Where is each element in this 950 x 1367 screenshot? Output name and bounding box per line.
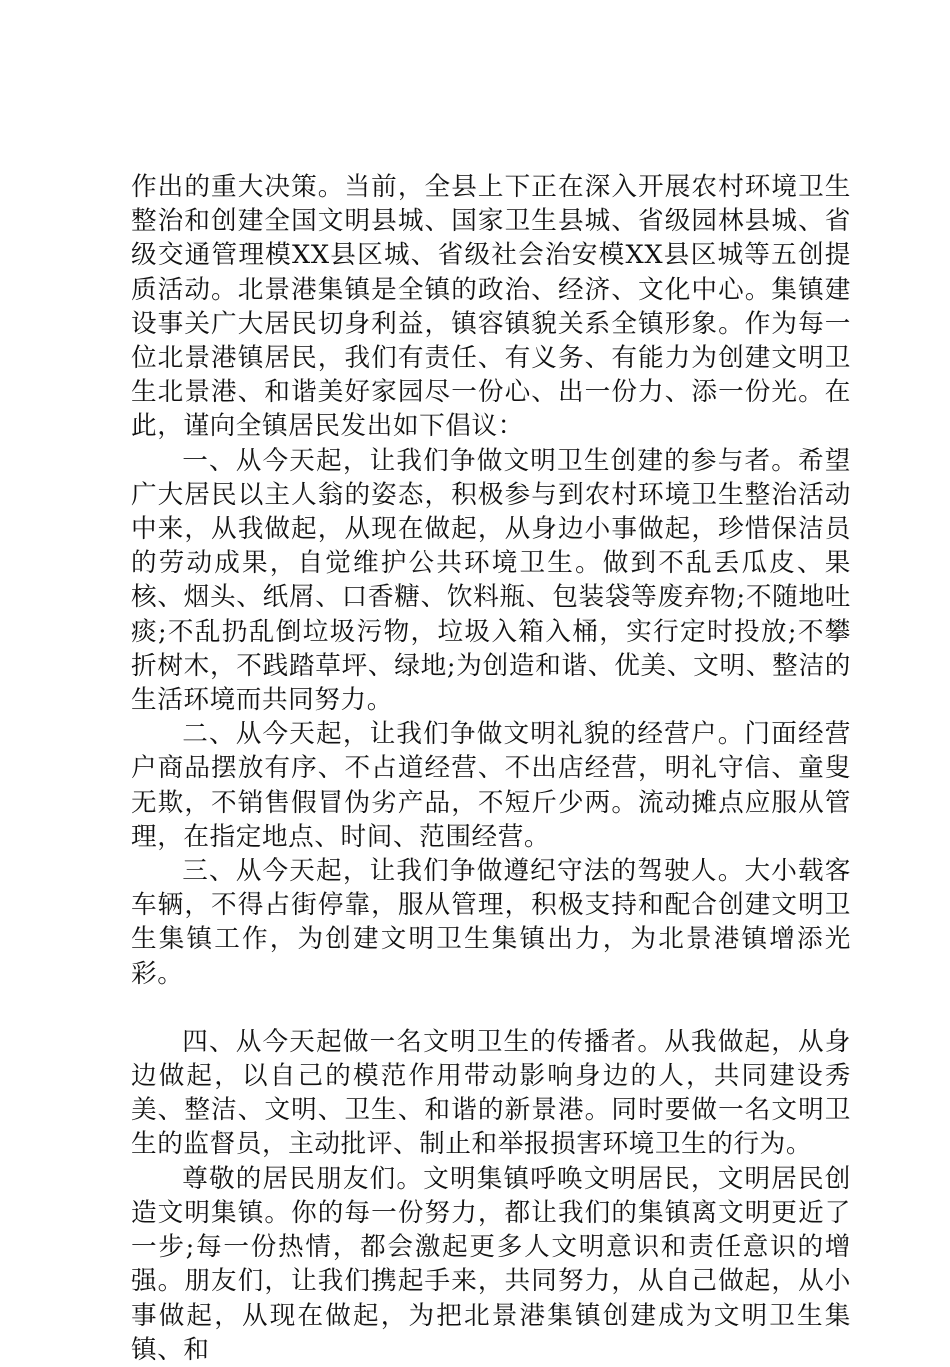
paragraph-proposal-1: 一、从今天起，让我们争做文明卫生创建的参与者。希望广大居民以主人翁的姿态，积极参与到农村环境卫生整治活动中来，从我做起，从现在做起，从身边小事做起，珍惜保洁员的劳动成果，自觉维护公共环境卫生。做到不乱丢瓜皮、果核、烟头、纸屑、口香糖、饮料瓶、包装袋等废弃物;不随地吐痰;不乱扔乱倒垃圾污物，垃圾入箱入桶，实行定时投放;不攀折树木，不践踏草坪、绿地;为创造和谐、优美、文明、整洁的生活环境而共同努力。 xyxy=(131,445,851,716)
paragraph-proposal-4: 四、从今天起做一名文明卫生的传播者。从我做起，从身边做起，以自己的模范作用带动影响身边的人，共同建设秀美、整洁、文明、卫生、和谐的新景港。同时要做一名文明卫生的监督员，主动批评、制止和举报损害环境卫生的行为。 xyxy=(131,1026,851,1160)
paragraph-intro: 作出的重大决策。当前，全县上下正在深入开展农村环境卫生整治和创建全国文明县城、国家卫生县城、省级园林县城、省级交通管理模XX县区城、省级社会治安模XX县区城等五创提质活动。北景港集镇是全镇的政治、经济、文化中心。集镇建设事关广大居民切身利益，镇容镇貌关系全镇形象。作为每一位北景港镇居民，我们有责任、有义务、有能力为创建文明卫生北景港、和谐美好家园尽一份心、出一份力、添一份光。在此，谨向全镇居民发出如下倡议： xyxy=(131,172,851,442)
document-body xyxy=(131,170,851,1367)
paragraph-proposal-3: 三、从今天起，让我们争做遵纪守法的驾驶人。大小载客车辆，不得占街停靠，服从管理，积极支持和配合创建文明卫生集镇工作，为创建文明卫生集镇出力，为北景港镇增添光彩。 xyxy=(131,856,851,989)
paragraph-closing: 尊敬的居民朋友们。文明集镇呼唤文明居民，文明居民创造文明集镇。你的每一份努力，都让我们的集镇离文明更近了一步;每一份热情，都会激起更多人文明意识和责任意识的增强。朋友们，让我们携起手来，共同努力，从自己做起，从小事做起，从现在做起，为把北景港集镇创建成为文明卫生集镇、和 xyxy=(131,1163,851,1365)
paragraph-proposal-2: 二、从今天起，让我们争做文明礼貌的经营户。门面经营户商品摆放有序、不占道经营、不出店经营，明礼守信、童叟无欺，不销售假冒伪劣产品，不短斤少两。流动摊点应服从管理，在指定地点、时间、范围经营。 xyxy=(131,719,851,852)
paragraph-spacer xyxy=(131,991,851,1025)
